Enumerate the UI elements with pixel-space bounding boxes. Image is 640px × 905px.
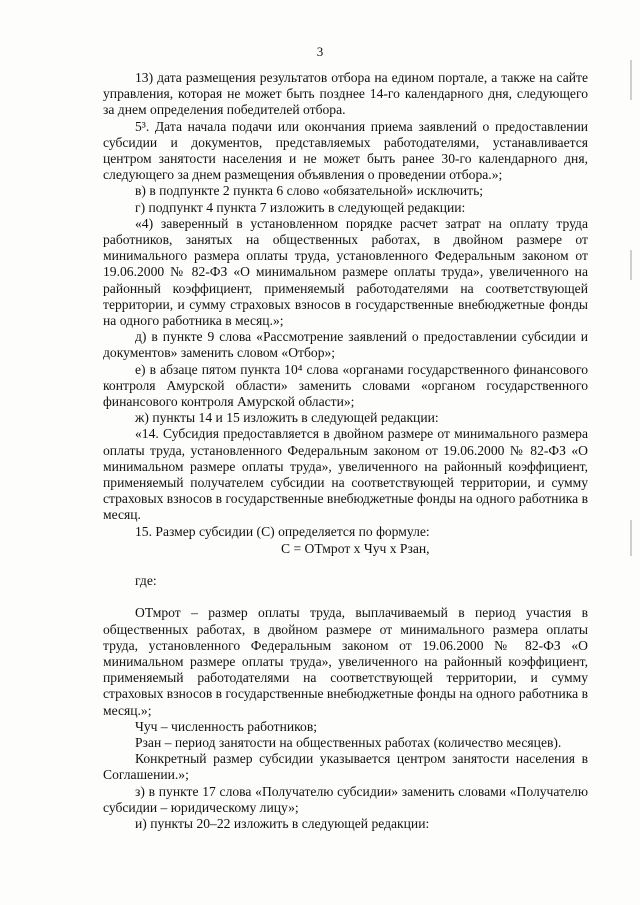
paragraph: д) в пункте 9 слова «Рассмотрение заявлений о предоставлении субсидии и документов» заменить словом «Отбор»; (103, 329, 588, 361)
paragraph: з) в пункте 17 слова «Получателю субсидии» заменить словами «Получателю субсидии – юридическому лицу»; (103, 783, 588, 815)
paragraph: е) в абзаце пятом пункта 10⁴ слова «органами государственного финансового контроля Амурской области» заменить словами «органом государственного финансового контроля Амурской области»; (103, 361, 588, 410)
paragraph: 5³. Дата начала подачи или окончания приема заявлений о предоставлении субсидии и документов, представляемых работодателями, устанавливается центром занятости населения и не может быть ранее 30-го календарного дня, следующего за днем размещения объявления о проведении отбора.»; (103, 118, 588, 183)
paragraph: г) подпункт 4 пункта 7 изложить в следующей редакции: (135, 199, 466, 215)
paragraph: Конкретный размер субсидии указывается центром занятости населения в Соглашении.»; (103, 751, 588, 783)
paragraph: 13) дата размещения результатов отбора на едином портале, а также на сайте управления, которая не может быть позднее 14-го календарного дня, следующего за днем определения победителей отбора. (103, 70, 588, 118)
page-number: 3 (316, 44, 324, 59)
paragraph: где: (135, 573, 157, 589)
paragraph: «14. Субсидия предоставляется в двойном размере от минимального размера оплаты труда, установленного Федеральным законом от 19.06.2000 № 82-ФЗ «О минимальном размере оплаты труда», увеличенного на районный коэффициент, применяемый получателем субсидии на соответствующей территории, и сумму страховых взносов в государственные внебюджетные фонды на одного работника в месяц. (103, 426, 588, 523)
paragraph: Чуч – численность работников; (135, 718, 318, 734)
scan-edge-mark (630, 60, 632, 100)
document-body (103, 70, 588, 832)
paragraph: 15. Размер субсидии (С) определяется по формуле: (135, 523, 430, 539)
paragraphs-after-formula (103, 573, 588, 832)
scan-edge-mark (630, 250, 632, 280)
paragraph: в) в подпункте 2 пункта 6 слово «обязательной» исключить; (135, 183, 484, 199)
paragraph: и) пункты 20–22 изложить в следующей редакции: (135, 815, 430, 831)
paragraph: Рзан – период занятости на общественных работах (количество месяцев). (135, 734, 562, 750)
paragraph: «4) заверенный в установленном порядке расчет затрат на оплату труда работников, занятых на общественных работах, в двойном размере от минимального размера оплаты труда, установленного Федеральным законом от 19.06.2000 № 82-ФЗ «О минимальном размере оплаты труда», увеличенного на районный коэффициент, применяемый работодателями на соответствующей территории, и сумму страховых взносов в государственные внебюджетные фонды на одного работника в месяц.»; (103, 215, 588, 329)
scan-edge-mark (630, 520, 632, 556)
subsidy-formula: С = ОТмрот х Чуч х Рзан, (281, 540, 430, 556)
paragraphs-before-formula (103, 70, 588, 540)
paragraph: ж) пункты 14 и 15 изложить в следующей редакции: (135, 410, 439, 426)
paragraph: ОТмрот – размер оплаты труда, выплачиваемый в период участия в общественных работах, в двойном размере от минимального размера оплаты труда, установленного Федеральным законом от 19.06.2000 № 82-ФЗ «О минимальном размере оплаты труда», увеличенного на районный коэффициент, применяемый работодателями на соответствующей территории, и сумму страховых взносов в государственные внебюджетные фонды на одного работника в месяц.»; (103, 605, 588, 718)
